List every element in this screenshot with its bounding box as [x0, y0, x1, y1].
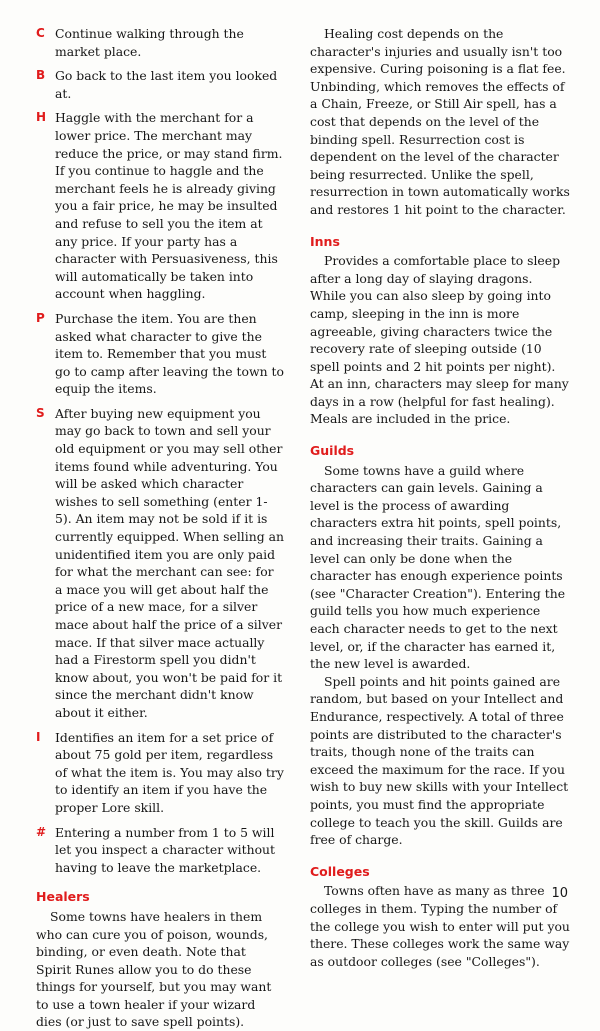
command-description: Go back to the last item you looked at.	[55, 68, 278, 101]
command-item-continue	[36, 25, 284, 60]
section-heading-colleges: Colleges	[310, 863, 370, 879]
command-item-sell	[36, 405, 284, 722]
guilds-paragraph-2: Spell points and hit points gained are random, but based on your Intellect and Endurance, respectively. A total of three points are distributed to the character's traits, though none of the traits can exceed the maximum for the race. If you wish to buy new skills with your Intellect points, you must find the appropriate college to teach you the skill. Guilds are free of charge.	[310, 673, 569, 848]
guilds-paragraph: Some towns have a guild where characters can gain levels. Gaining a level is the process of awarding characters extra hit points, spell points, and increasing their traits. Gaining a level can only be done when the character has enough experience points (see "Character Creation"). Entering the guild tells you how much experience each character needs to get to the next level, or, if the character has earned it, the new level is awarded.	[310, 462, 566, 672]
command-key: S	[36, 405, 45, 420]
section-heading-guilds: Guilds	[310, 443, 355, 459]
right-column	[310, 25, 570, 970]
page-number: 10	[551, 886, 568, 902]
healers-paragraph: Some towns have healers in them who can cure you of poison, wounds, binding, or even death. Note that Spirit Runes allow you to do these things for yourself, but you may want to use a town healer if your wizard dies (or just to save spell points).	[36, 908, 272, 1030]
command-key: C	[36, 26, 45, 40]
command-description: Continue walking through the market place.	[55, 26, 244, 59]
command-key: #	[36, 824, 47, 839]
command-item-identify	[36, 729, 284, 817]
command-description: Entering a number from 1 to 5 will let you inspect a character without having to leave the marketplace.	[55, 824, 276, 875]
command-description: Haggle with the merchant for a lower price. The merchant may reduce the price, or may stand firm. If you continue to haggle and the merchant feels he is already giving you a fair price, he may be insulted and refuse to sell you the item at any price. If your party has a character with Persuasiveness, this will automatically be taken into account when haggling.	[55, 110, 283, 302]
command-item-purchase	[36, 310, 284, 398]
command-description: After buying new equipment you may go back to town and sell your old equipment or you may sell other items found while adventuring. You will be asked which character wishes to sell something (enter 1-5). An item may not be sold if it is currently equipped. When selling an unidentified item you are only paid for what the merchant can see: for a mace you will get about half the price of a new mace, for a silver mace about half the price of a silver mace. If that silver mace actually had a Firestorm spell you didn't know about, you won't be paid for it since the merchant didn't know about it either.	[55, 405, 284, 720]
command-item-haggle	[36, 109, 284, 303]
command-description: Identifies an item for a set price of about 75 gold per item, regardless of what the item is. You may also try to identify an item if you have the proper Lore skill.	[55, 729, 284, 815]
command-description: Purchase the item. You are then asked what character to give the item to. Remember that you must go to camp after leaving the town to equip the items.	[55, 310, 284, 397]
section-heading-healers: Healers	[36, 889, 90, 905]
section-heading-inns: Inns	[310, 233, 340, 249]
healing-cost-paragraph: Healing cost depends on the character's injuries and usually isn't too expensive. Curing poisoning is a flat fee. Unbinding, which removes the effects of a Chain, Freeze, or Still Air spell, has a cost that depends on the level of the binding spell. Resurrection cost is dependent on the level of the character being resurrected. Unlike the spell, resurrection in town automatically works and restores 1 hit point to the character.	[310, 26, 570, 217]
command-item-inspect	[36, 824, 284, 877]
inns-paragraph: Provides a comfortable place to sleep after a long day of slaying dragons. While you can also sleep by going into camp, sleeping in the inn is more agreeable, giving characters twice the recovery rate of sleeping outside (10 spell points and 2 hit points per night). At an inn, characters may sleep for many days in a row (helpful for fast healing). Meals are included in the price.	[310, 253, 569, 427]
command-key: H	[36, 110, 47, 125]
command-key: B	[36, 68, 46, 83]
colleges-paragraph: Towns often have as many as three colleges in them. Typing the number of the college you wish to enter will put you there. These colleges work the same way as outdoor colleges (see "Colleges").	[310, 883, 570, 969]
left-column	[36, 25, 284, 1031]
command-key: P	[36, 310, 45, 325]
command-item-back	[36, 67, 284, 102]
command-key: I	[36, 729, 41, 744]
